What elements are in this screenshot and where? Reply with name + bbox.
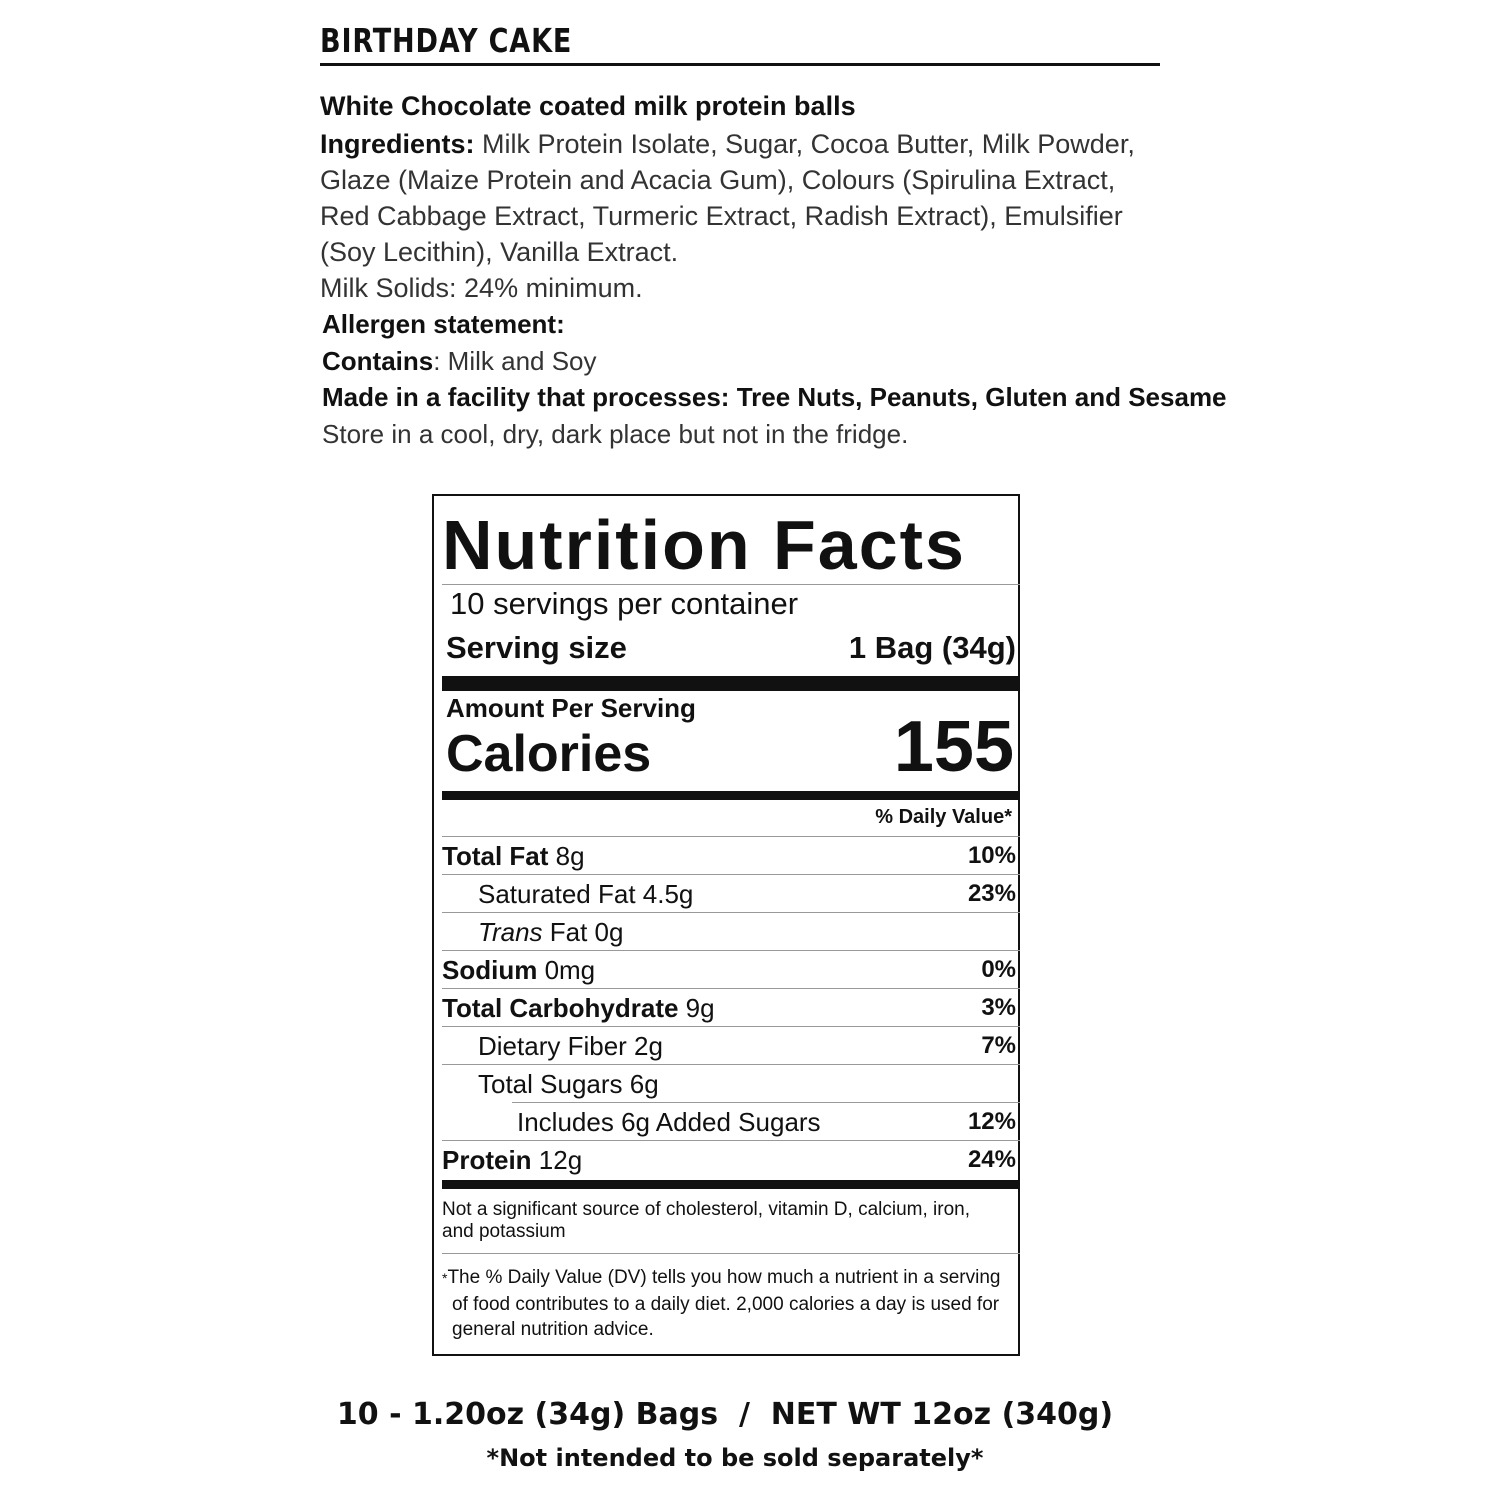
nutrient-label: Saturated Fat 4.5g	[478, 878, 694, 909]
divider	[442, 912, 1020, 913]
footnote-text: The % Daily Value (DV) tells you how much a nutrient in a serving of food contributes to a daily diet. 2,000 calories a day is used for general nutrition advice.	[447, 1267, 1001, 1340]
thick-divider	[442, 676, 1020, 691]
not-significant-note: Not a significant source of cholesterol, vitamin D, calcium, iron, and potassium	[442, 1199, 970, 1242]
milk-solids: Milk Solids: 24% minimum.	[320, 273, 643, 303]
nutrient-row-protein	[442, 1142, 1016, 1178]
ingredients-list: Milk Protein Isolate, Sugar, Cocoa Butter, Milk Powder, Glaze (Maize Protein and Acacia Gum), Colours (Spirulina Extract, Red Cabbage Extract, Turmeric Extract, Radish Extract), Emulsifier (Soy Lecithin), Vanilla Extract.	[320, 129, 1135, 267]
allergen-contains	[322, 343, 1202, 380]
nutrient-label: Total Fat	[442, 840, 549, 871]
nutrient-amount: Fat 0g	[542, 916, 624, 947]
nutrient-dv: 7%	[981, 1032, 1016, 1059]
nutrition-facts-title: Nutrition Facts	[442, 506, 966, 584]
nutrient-amount: 12g	[531, 1144, 583, 1175]
divider	[442, 1064, 1020, 1065]
not-sold-separately: *Not intended to be sold separately*	[486, 1444, 984, 1472]
divider	[442, 950, 1020, 951]
nutrient-label: Includes 6g Added Sugars	[517, 1106, 821, 1137]
nutrient-dv: 10%	[967, 842, 1016, 869]
nutrient-row-total-fat	[442, 838, 1016, 874]
servings-per-container: 10 servings per container	[450, 586, 799, 621]
allergen-heading: Allergen statement:	[322, 309, 565, 339]
calories-label: Calories	[446, 725, 652, 783]
ingredients-text	[320, 126, 1170, 270]
divider	[442, 874, 1020, 875]
nutrition-facts-panel	[432, 494, 1020, 1356]
nutrient-dv: 23%	[967, 880, 1016, 907]
nutrient-label: Protein	[442, 1144, 532, 1175]
nutrient-row-dietary-fiber	[442, 1028, 1016, 1064]
nutrient-row-total-sugars	[442, 1066, 1016, 1102]
nutrient-dv: 3%	[981, 994, 1016, 1021]
facility-statement: Made in a facility that processes: Tree Nuts, Peanuts, Gluten and Sesame	[322, 382, 1227, 412]
medium-divider	[442, 791, 1020, 800]
product-subtitle: White Chocolate coated milk protein balls	[320, 91, 856, 121]
nutrient-dv: 12%	[967, 1108, 1016, 1135]
nutrient-label: Total Carbohydrate	[442, 992, 679, 1023]
nutrient-amount: 8g	[548, 840, 585, 871]
storage-instructions: Store in a cool, dry, dark place but not in the fridge.	[322, 418, 909, 449]
serving-size-value: 1 Bag (34g)	[848, 630, 1016, 665]
nutrient-label: Total Sugars 6g	[478, 1068, 659, 1099]
medium-divider	[442, 1180, 1020, 1189]
ingredients-label: Ingredients:	[320, 129, 475, 159]
nutrient-row-sodium	[442, 952, 1016, 988]
daily-value-header: % Daily Value*	[875, 806, 1012, 828]
nutrient-row-total-carbohydrate	[442, 990, 1016, 1026]
nutrient-amount: 9g	[678, 992, 715, 1023]
divider	[442, 836, 1020, 837]
nutrient-row-added-sugars	[442, 1104, 1016, 1140]
divider	[442, 584, 1020, 585]
nutrient-amount: 0mg	[537, 954, 596, 985]
divider	[442, 1140, 1020, 1141]
nutrient-row-trans-fat	[442, 914, 1016, 950]
serving-size-label: Serving size	[446, 630, 627, 665]
nutrient-label: Sodium	[442, 954, 538, 985]
divider	[512, 1102, 1020, 1103]
divider	[442, 1253, 1020, 1254]
product-info	[320, 20, 1180, 303]
contains-text: : Milk and Soy	[433, 345, 597, 376]
product-title: BIRTHDAY CAKE	[320, 21, 573, 60]
amount-per-serving: Amount Per Serving	[446, 693, 696, 723]
serving-size-row	[446, 630, 1016, 666]
divider	[442, 988, 1020, 989]
nutrient-dv: 24%	[967, 1146, 1016, 1173]
footnote-asterisk: *	[442, 1270, 448, 1286]
nutrient-row-saturated-fat	[442, 876, 1016, 912]
divider	[442, 1026, 1020, 1027]
net-weight: 10 - 1.20oz (34g) Bags / NET WT 12oz (340g)	[336, 1397, 1114, 1432]
allergen-statement	[322, 306, 1227, 452]
nutrient-dv: 0%	[981, 956, 1016, 983]
calories-value: 155	[893, 707, 1014, 787]
title-divider	[320, 63, 1160, 66]
contains-label: Contains	[322, 345, 434, 376]
daily-value-footnote	[442, 1265, 1002, 1343]
nutrient-label: Dietary Fiber 2g	[478, 1030, 663, 1061]
nutrient-label: Trans	[478, 916, 543, 947]
